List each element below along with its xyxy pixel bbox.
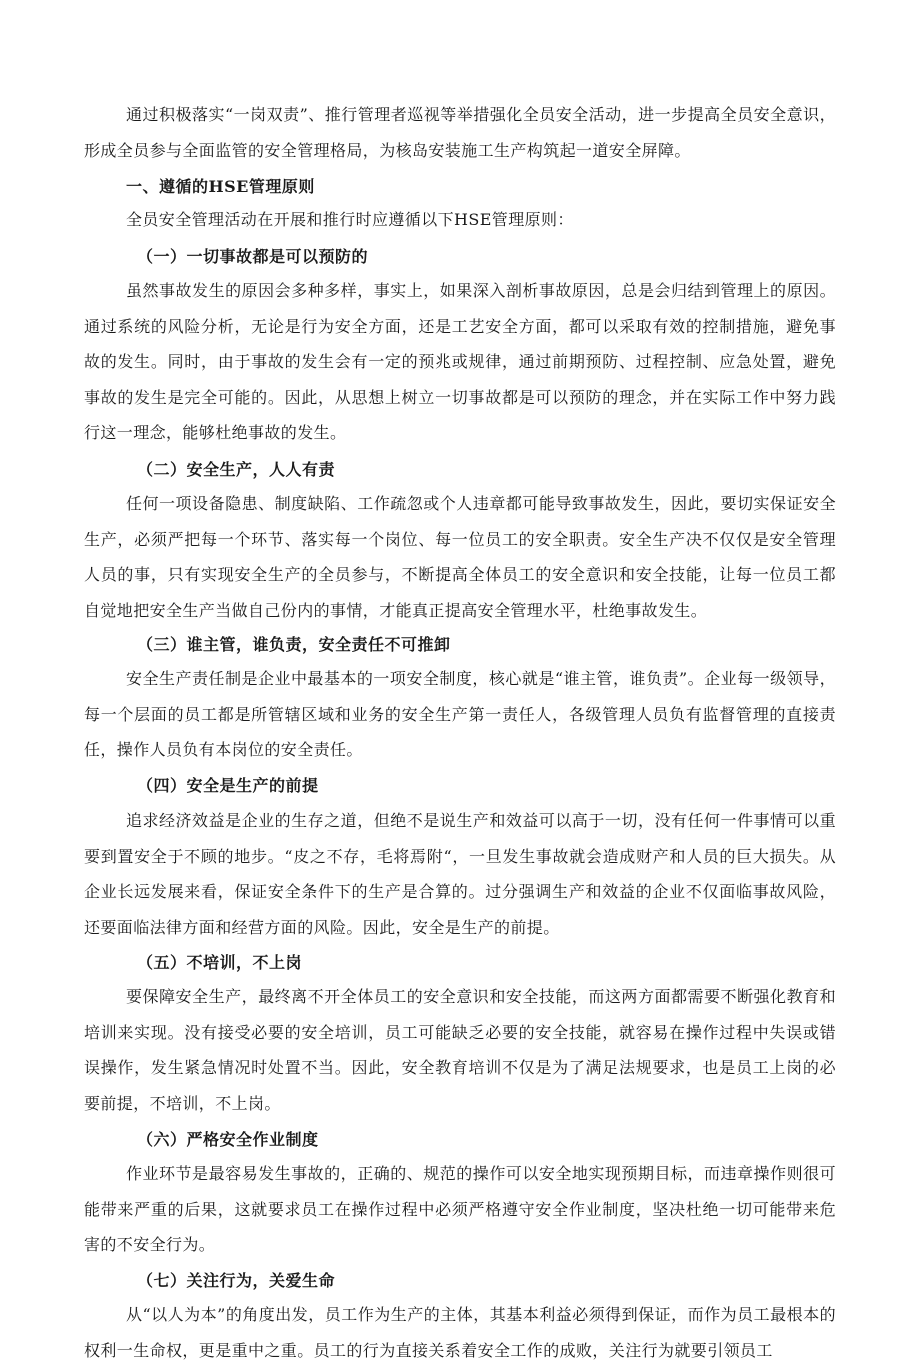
section-lead-paragraph: 全员安全管理活动在开展和推行时应遵循以下HSE管理原则：: [126, 210, 574, 229]
principle-heading-4: （四）安全是生产的前提: [137, 776, 319, 795]
principle-heading-2: （二）安全生产，人人有责: [137, 460, 336, 479]
principle-heading-3: （三）谁主管，谁负责，安全责任不可推卸: [137, 635, 451, 654]
principle-body-7: 从“以人为本”的角度出发，员工作为生产的主体，其基本利益必须得到保证，而作为员工最根本的权利一生命权，更是重中之重。员工的行为直接关系着安全工作的成败，关注行为就要引领员工: [84, 1305, 836, 1360]
principle-heading-7: （七）关注行为，关爱生命: [137, 1271, 336, 1290]
principle-body-4: 追求经济效益是企业的生存之道，但绝不是说生产和效益可以高于一切，没有任何一件事情可以重要到置安全于不顾的地步。“皮之不存，毛将焉附“，一旦发生事故就会造成财产和人员的巨大损失。从企业长远发展来看，保证安全条件下的生产是合算的。过分强调生产和效益的企业不仅面临事故风险，还要面临法律方面和经营方面的风险。因此，安全是生产的前提。: [84, 811, 836, 937]
principle-body-2: 任何一项设备隐患、制度缺陷、工作疏忽或个人违章都可能导致事故发生，因此，要切实保证安全生产，必须严把每一个环节、落实每一个岗位、每一位员工的安全职责。安全生产决不仅仅是安全管理人员的事，只有实现安全生产的全员参与，不断提高全体员工的安全意识和安全技能，让每一位员工都自觉地把安全生产当做自己份内的事情，才能真正提高安全管理水平，杜绝事故发生。: [84, 494, 836, 620]
principle-body-6: 作业环节是最容易发生事故的，正确的、规范的操作可以安全地实现预期目标，而违章操作则很可能带来严重的后果，这就要求员工在操作过程中必须严格遵守安全作业制度，坚决杜绝一切可能带来危害的不安全行为。: [84, 1164, 836, 1255]
principle-heading-1: （一）一切事故都是可以预防的: [137, 247, 369, 266]
principle-heading-6: （六）严格安全作业制度: [137, 1130, 319, 1149]
principle-body-1: 虽然事故发生的原因会多种多样，事实上，如果深入剖析事故原因，总是会归结到管理上的原因。通过系统的风险分析，无论是行为安全方面，还是工艺安全方面，都可以采取有效的控制措施，避免事故的发生。同时，由于事故的发生会有一定的预兆或规律，通过前期预防、过程控制、应急处置，避免事故的发生是完全可能的。因此，从思想上树立一切事故都是可以预防的理念，并在实际工作中努力践行这一理念，能够杜绝事故的发生。: [84, 281, 836, 443]
principle-body-5: 要保障安全生产，最终离不开全体员工的安全意识和安全技能，而这两方面都需要不断强化教育和培训来实现。没有接受必要的安全培训，员工可能缺乏必要的安全技能，就容易在操作过程中失误或错误操作，发生紧急情况时处置不当。因此，安全教育培训不仅是为了满足法规要求，也是员工上岗的必要前提，不培训，不上岗。: [84, 987, 836, 1113]
principle-heading-5: （五）不培训，不上岗: [137, 953, 303, 972]
principle-body-3: 安全生产责任制是企业中最基本的一项安全制度，核心就是“谁主管，谁负责”。企业每一级领导，每一个层面的员工都是所管辖区域和业务的安全生产第一责任人，各级管理人员负有监督管理的直接责任，操作人员负有本岗位的安全责任。: [84, 669, 836, 760]
intro-paragraph: 通过积极落实“一岗双责”、推行管理者巡视等举措强化全员安全活动，进一步提高全员安全意识，形成全员参与全面监管的安全管理格局，为核岛安装施工生产构筑起一道安全屏障。: [84, 105, 836, 160]
section-heading-hse-principles: 一、遵循的HSE管理原则: [126, 177, 315, 196]
